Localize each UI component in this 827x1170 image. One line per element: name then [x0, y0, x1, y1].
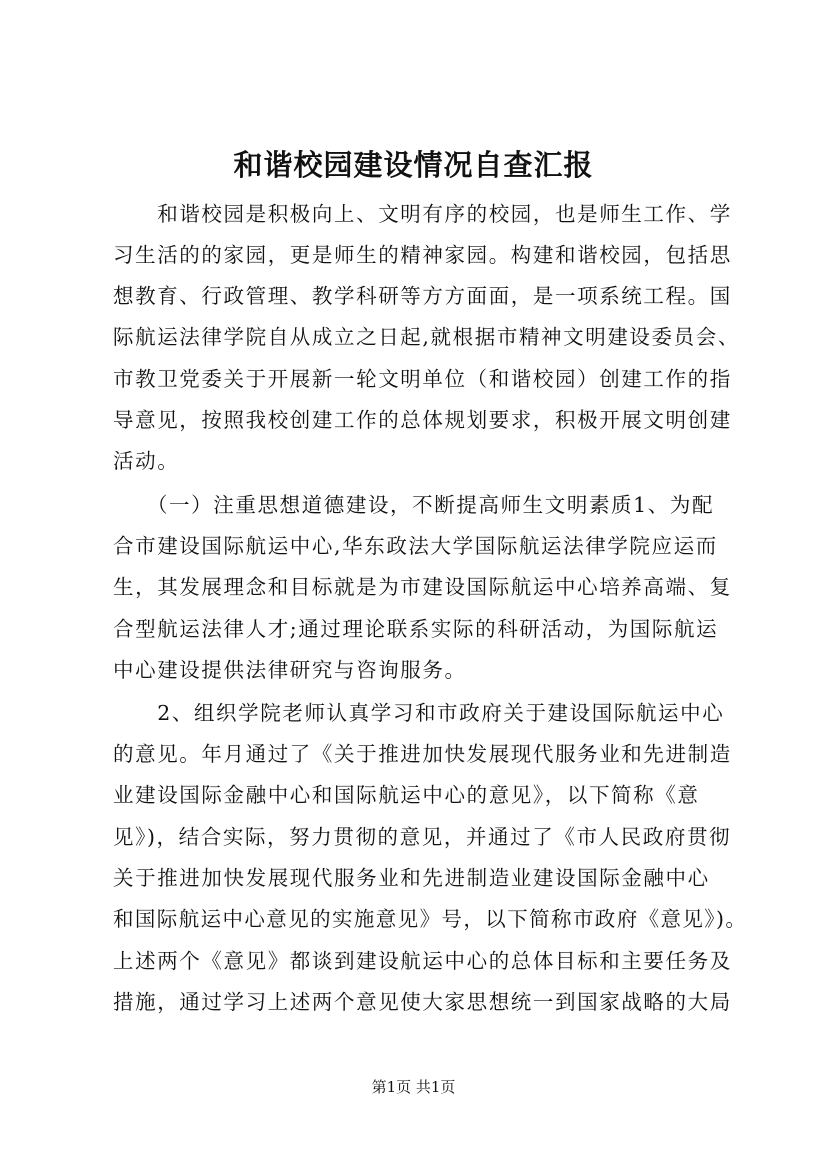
body-line: 想教育、行政管理、教学科研等方方面面，是一项系统工程。国 — [113, 284, 732, 308]
body-line: 中心建设提供法律研究与咨询服务。 — [113, 658, 467, 682]
body-line: 市教卫党委关于开展新一轮文明单位（和谐校园）创建工作的指 — [113, 367, 732, 391]
body-line: 导意见，按照我校创建工作的总体规划要求，积极开展文明创建 — [113, 408, 732, 432]
body-line: 关于推进加快发展现代服务业和先进制造业建设国际金融中心 — [113, 866, 710, 890]
page-footer: 第1页 共1页 — [371, 1078, 456, 1096]
body-line: （一）注重思想道德建设，不断提高师生文明素质1、为配 — [113, 493, 715, 517]
body-line: 的意见。年月通过了《关于推进加快发展现代服务业和先进制造 — [113, 742, 732, 766]
document-title: 和谐校园建设情况自查汇报 — [233, 148, 594, 182]
body-line: 和谐校园是积极向上、文明有序的校园，也是师生工作、学 — [113, 202, 732, 226]
body-line: 2、组织学院老师认真学习和市政府关于建设国际航运中心 — [113, 701, 725, 725]
body-line: 合型航运法律人才;通过理论联系实际的科研活动，为国际航运 — [113, 617, 719, 641]
body-line: 措施，通过学习上述两个意见使大家思想统一到国家战略的大局 — [113, 990, 732, 1014]
body-line: 合市建设国际航运中心,华东政法大学国际航运法律学院应运而 — [113, 534, 718, 558]
body-line: 生，其发展理念和目标就是为市建设国际航运中心培养高端、复 — [113, 575, 732, 599]
body-line: 上述两个《意见》都谈到建设航运中心的总体目标和主要任务及 — [113, 949, 732, 973]
body-line: 活动。 — [113, 449, 180, 473]
body-line: 习生活的的家园，更是师生的精神家园。构建和谐校园，包括思 — [113, 243, 732, 267]
body-line: 和国际航运中心意见的实施意见》号，以下简称市政府《意见》)。 — [113, 907, 748, 931]
body-line: 见》)，结合实际，努力贯彻的意见，并通过了《市人民政府贯彻 — [113, 825, 732, 849]
body-line: 业建设国际金融中心和国际航运中心的意见》，以下简称《意 — [113, 783, 700, 807]
body-line: 际航运法律学院自从成立之日起,就根据市精神文明建设委员会、 — [113, 325, 740, 349]
